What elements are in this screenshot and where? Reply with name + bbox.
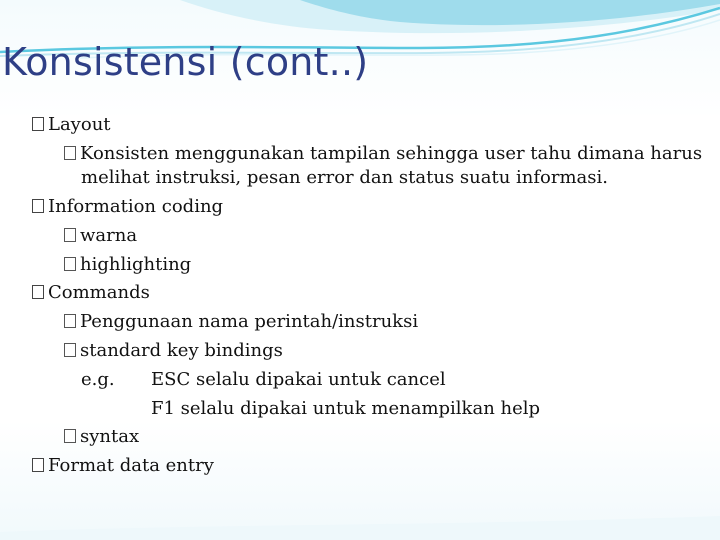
sub-bullet-penggunaan: Penggunaan nama perintah/instruksi [64,310,418,333]
square-bullet-icon [32,285,44,299]
square-bullet-icon [32,458,44,472]
sub-bullet-highlighting: highlighting [64,253,191,276]
footer-swoosh-decoration [0,510,720,540]
example-label: e.g. [81,369,115,390]
bullet-commands: Commands [32,281,150,304]
square-bullet-icon [64,429,76,443]
example-f1: F1 selalu dipakai untuk menampilkan help [151,398,541,419]
sub-bullet-key-bindings: standard key bindings [64,339,283,362]
bullet-format-data-entry: Format data entry [32,454,214,477]
slide-title: Konsistensi (cont..) [2,40,369,84]
square-bullet-icon [64,146,76,160]
sub-bullet-warna: warna [64,224,137,247]
sub-bullet-konsisten: Konsisten menggunakan tampilan sehingga user tahu dimana harus [64,142,702,165]
square-bullet-icon [32,199,44,213]
square-bullet-icon [64,228,76,242]
square-bullet-icon [64,314,76,328]
sub-bullet-konsisten-continued: melihat instruksi, pesan error dan status suatu informasi. [81,167,608,188]
bullet-information-coding: Information coding [32,195,223,218]
square-bullet-icon [64,257,76,271]
bullet-layout: Layout [32,113,111,136]
square-bullet-icon [64,343,76,357]
example-esc: ESC selalu dipakai untuk cancel [151,369,446,390]
sub-bullet-syntax: syntax [64,425,139,448]
square-bullet-icon [32,117,44,131]
